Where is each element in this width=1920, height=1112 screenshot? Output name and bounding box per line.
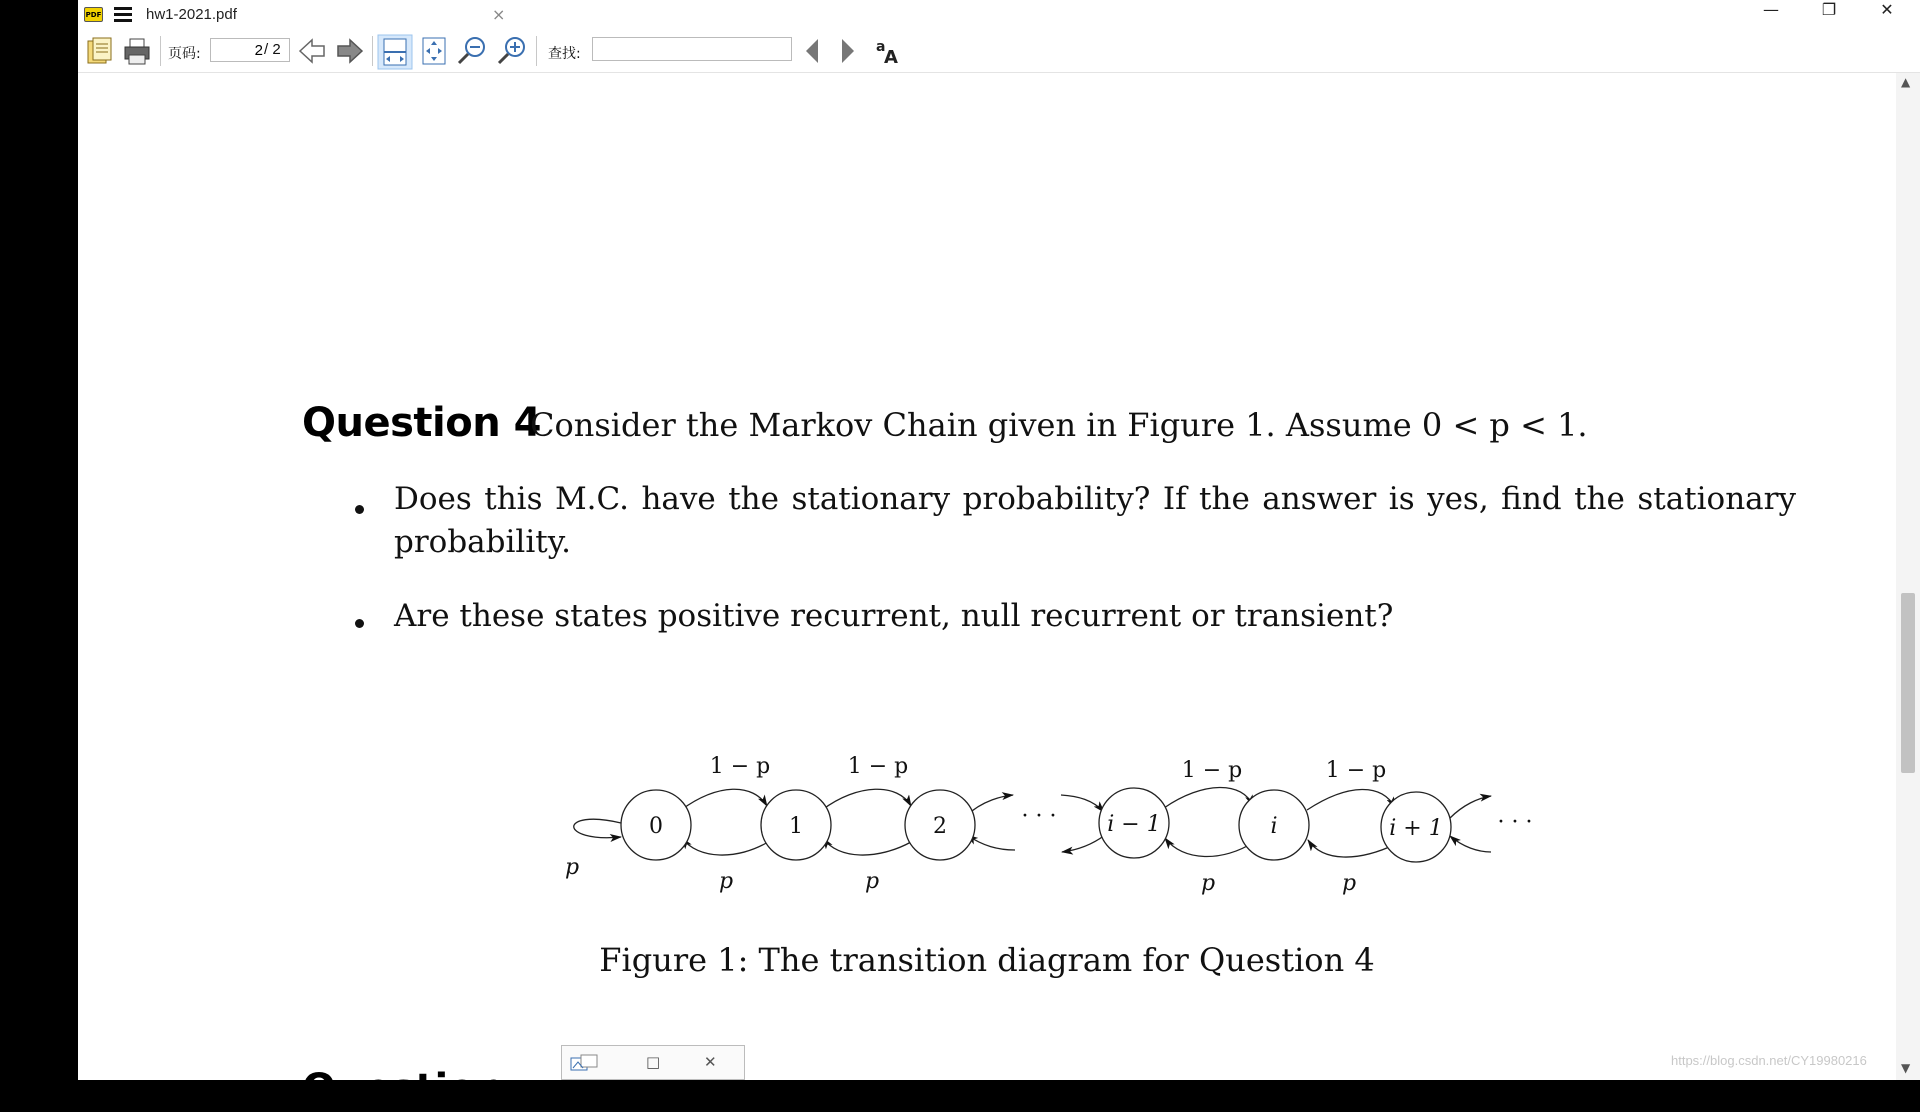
markov-chain-diagram (478, 738, 1558, 898)
scrollbar-thumb[interactable] (1901, 593, 1915, 773)
forward-probability-label: 1 − p (709, 754, 771, 779)
state-label: i (1270, 814, 1278, 839)
previous-page-icon[interactable] (296, 35, 328, 67)
restore-button[interactable]: ❐ (1821, 0, 1837, 19)
toolbar-separator (536, 36, 537, 66)
backward-probability-label: p (1341, 871, 1357, 896)
forward-probability-label: 1 − p (1325, 758, 1387, 783)
svg-text:A: A (884, 47, 898, 68)
scroll-up-icon[interactable]: ▲ (1901, 75, 1911, 89)
bullet-item: Does this M.C. have the stationary probability? If the answer is yes, find the stationary probability. (394, 481, 1796, 560)
transition-arrow (1062, 835, 1105, 852)
search-label: 查找: (548, 46, 581, 62)
self-loop-label: p (564, 855, 580, 880)
forward-probability-label: 1 − p (847, 754, 909, 779)
transition-arrow (682, 838, 768, 855)
transition-arrow (822, 789, 911, 810)
transition-arrow (1450, 796, 1491, 818)
self-loop-arrow (574, 819, 621, 837)
thumbnail-icon[interactable] (570, 1054, 600, 1072)
state-label: i + 1 (1389, 816, 1443, 841)
translate-icon[interactable] (874, 35, 906, 67)
backward-probability-label: p (864, 869, 880, 894)
left-black-strip (0, 0, 78, 1080)
print-icon[interactable] (122, 35, 152, 67)
toolbar-separator (372, 36, 373, 66)
toolbar (78, 30, 1920, 73)
toolbar-separator (160, 36, 161, 66)
pdf-viewer-window (78, 0, 1920, 1112)
fit-page-icon[interactable] (418, 35, 450, 67)
transition-arrow (967, 835, 1015, 850)
fit-width-icon[interactable] (378, 35, 412, 67)
page-label: 页码: (168, 46, 201, 62)
question-heading: Question 4 (302, 400, 541, 446)
next-page-icon[interactable] (334, 35, 366, 67)
vertical-scrollbar[interactable] (1896, 73, 1920, 1080)
transition-arrow (681, 789, 767, 810)
backward-probability-label: p (718, 869, 734, 894)
document-page (78, 73, 1896, 1112)
zoom-out-icon[interactable] (456, 35, 488, 67)
state-label: i − 1 (1107, 812, 1161, 837)
transition-arrow (1307, 789, 1395, 810)
question-text: Consider the Markov Chain given in Figure 1. Assume 0 < p < 1. (530, 406, 1588, 444)
watermark-text: https://blog.csdn.net/CY19980216 (1671, 1053, 1867, 1068)
hamburger-menu-icon[interactable] (114, 7, 132, 23)
ellipsis-label: · · · (1021, 804, 1057, 829)
pdf-app-icon: PDF (84, 7, 103, 22)
document-tab-title[interactable]: hw1-2021.pdf (146, 6, 237, 23)
state-label: 0 (649, 814, 663, 839)
bullet-dot (355, 505, 364, 514)
scroll-down-icon[interactable]: ▼ (1901, 1061, 1911, 1075)
transition-arrow (1164, 787, 1253, 808)
search-next-icon[interactable] (836, 35, 860, 67)
page-total: / 2 (264, 41, 281, 58)
bullet-item: Are these states positive recurrent, null recurrent or transient? (394, 598, 1394, 634)
title-bar (78, 0, 1920, 30)
transition-arrow (1061, 795, 1104, 812)
transition-arrow (1308, 840, 1396, 857)
figure-caption: Figure 1: The transition diagram for Question 4 (599, 941, 1375, 979)
transition-arrow (1165, 838, 1254, 857)
svg-text:a: a (876, 39, 886, 55)
open-file-icon[interactable] (84, 35, 114, 67)
mini-close-button[interactable]: ✕ (704, 1053, 717, 1071)
forward-probability-label: 1 − p (1181, 758, 1243, 783)
state-label: 1 (789, 814, 803, 839)
minimize-button[interactable]: — (1763, 0, 1779, 19)
close-window-button[interactable]: ✕ (1880, 0, 1894, 19)
transition-arrow (1450, 836, 1491, 852)
next-question-heading: Question (302, 1066, 505, 1112)
search-input[interactable] (592, 37, 792, 61)
backward-probability-label: p (1200, 871, 1216, 896)
zoom-in-icon[interactable] (496, 35, 528, 67)
search-previous-icon[interactable] (800, 35, 824, 67)
tab-close-icon[interactable]: × (492, 5, 506, 24)
mini-restore-button[interactable]: □ (646, 1053, 661, 1071)
state-label: 2 (933, 814, 947, 839)
transition-arrow (823, 838, 911, 855)
floating-mini-window (561, 1045, 745, 1080)
ellipsis-label: · · · (1497, 810, 1533, 835)
bullet-dot (355, 619, 364, 628)
